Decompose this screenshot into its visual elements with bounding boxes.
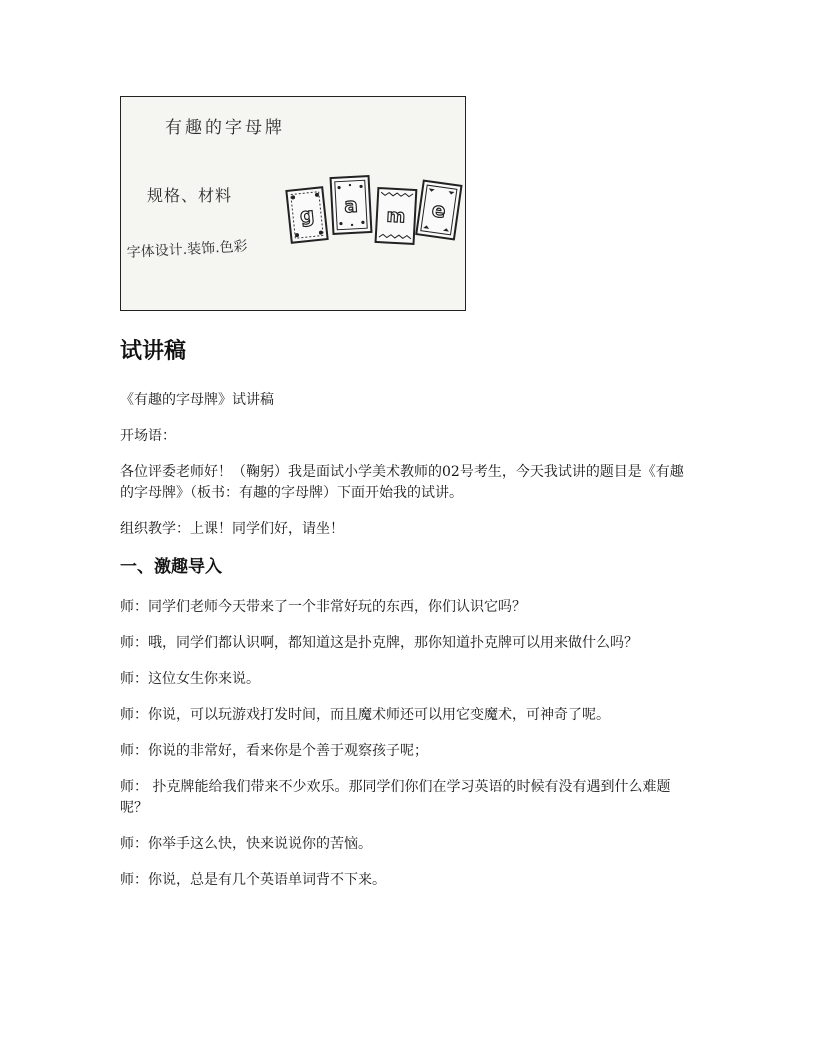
whiteboard-photo (120, 96, 466, 311)
document-body (120, 390, 692, 906)
paragraph-dialogue: 师：你说，可以玩游戏打发时间，而且魔术师还可以用它变魔术，可神奇了呢。 (120, 707, 610, 723)
letter-card-e (416, 181, 461, 240)
paragraph-dialogue: 师：这位女生你来说。 (120, 671, 260, 687)
paragraph-dialogue: 师：哦，同学们都认识啊，都知道这是扑克牌，那你知道扑克牌可以用来做什么吗？ (120, 635, 638, 651)
paragraph-dialogue: 师：你说，总是有几个英语单词背不下来。 (120, 872, 386, 888)
svg-text:a: a (343, 192, 359, 218)
letter-card-m (376, 188, 417, 244)
paragraph-dialogue: 师：同学们老师今天带来了一个非常好玩的东西，你们认识它吗？ (120, 599, 526, 615)
paragraph-opening-label: 开场语： (120, 428, 176, 444)
svg-text:g: g (298, 202, 316, 228)
board-line-3: 字体设计.装饰.色彩 (126, 238, 248, 261)
board-line-1: 有趣的字母牌 (165, 118, 285, 138)
paragraph-greeting: 各位评委老师好！（鞠躬）我是面试小学美术教师的02号考生，今天我试讲的题目是《有趣的字母牌》（板书：有趣的字母牌）下面开始我的试讲。 (120, 464, 684, 501)
paragraph-class-organization: 组织教学：上课！同学们好，请坐！ (120, 521, 344, 537)
letter-card-g (286, 187, 327, 242)
letter-card-a (331, 176, 372, 234)
whiteboard-drawing (121, 97, 465, 310)
svg-text:e: e (430, 197, 448, 223)
paragraph-dialogue: 师：你说的非常好，看来你是个善于观察孩子呢； (120, 743, 428, 759)
section-heading-intro: 一、激趣导入 (120, 557, 222, 577)
paragraph-lecture-title: 《有趣的字母牌》试讲稿 (120, 392, 274, 408)
svg-text:m: m (386, 205, 406, 228)
paragraph-dialogue: 师： 扑克牌能给我们带来不少欢乐。那同学们你们在学习英语的时候有没有遇到什么难题呢？ (120, 779, 671, 816)
board-line-2: 规格、材料 (147, 186, 233, 205)
paragraph-dialogue: 师：你举手这么快，快来说说你的苦恼。 (120, 836, 372, 852)
document-title: 试讲稿 (120, 339, 187, 364)
